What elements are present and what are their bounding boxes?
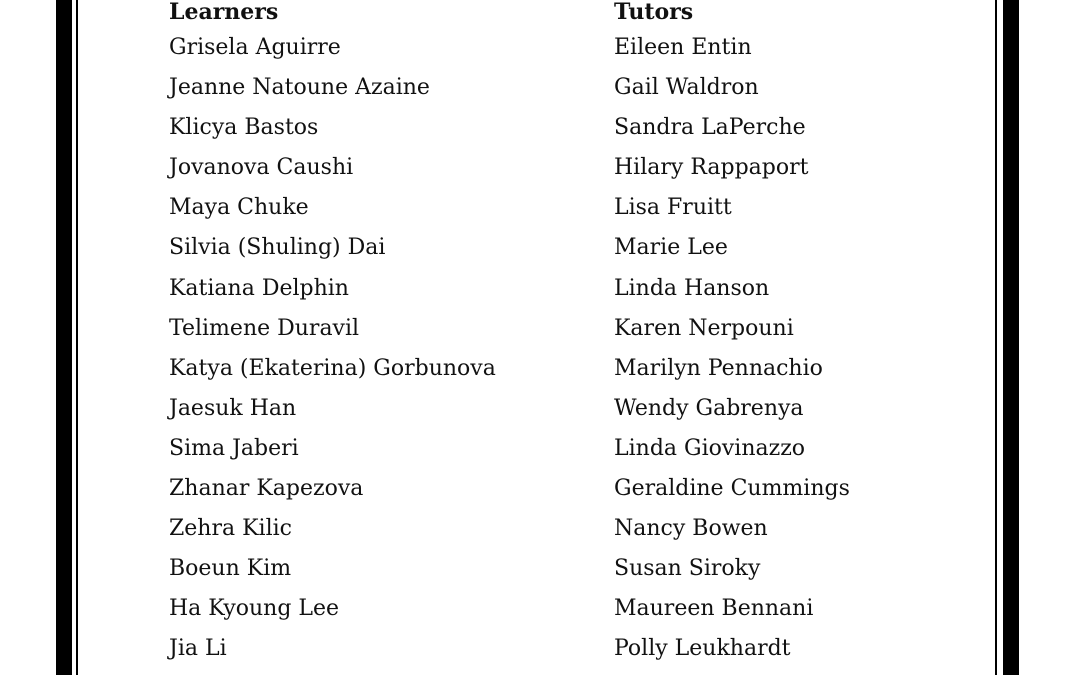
learner-name: Maya Chuke	[169, 195, 309, 221]
tutor-name: Hilary Rappaport	[614, 155, 809, 181]
tutors-heading: Tutors	[614, 0, 694, 25]
tutors-column	[614, 0, 850, 670]
tutor-name: Maureen Bennani	[614, 596, 814, 622]
learner-name: Katya (Ekaterina) Gorbunova	[169, 355, 496, 381]
learner-name: Jovanova Caushi	[169, 155, 354, 181]
learner-name: Katiana Delphin	[169, 275, 349, 301]
tutor-name: Susan Siroky	[614, 556, 761, 582]
learner-name: Ha Kyoung Lee	[169, 596, 340, 622]
tutor-name: Polly Leukhardt	[614, 636, 791, 662]
tutor-name: Linda Hanson	[614, 275, 770, 301]
learner-name: Boeun Kim	[169, 556, 292, 582]
learner-name: Zehra Kilic	[169, 516, 292, 542]
tutor-name: Nancy Bowen	[614, 516, 768, 542]
left-outer-border	[56, 0, 72, 675]
tutor-name: Geraldine Cummings	[614, 476, 850, 502]
tutor-name: Gail Waldron	[614, 75, 759, 101]
learner-name: Silvia (Shuling) Dai	[169, 235, 386, 261]
learner-name: Grisela Aguirre	[169, 35, 341, 60]
tutor-name: Eileen Entin	[614, 35, 752, 60]
learner-name: Jeanne Natoune Azaine	[169, 75, 430, 101]
left-inner-border	[76, 0, 78, 675]
learner-name: Sima Jaberi	[169, 435, 299, 461]
learner-name: Zhanar Kapezova	[169, 476, 364, 502]
right-inner-border	[995, 0, 997, 675]
learner-name: Klicya Bastos	[169, 115, 319, 141]
learner-name: Jaesuk Han	[169, 395, 297, 421]
learners-column	[169, 0, 496, 670]
learner-name: Jia Li	[169, 636, 227, 662]
learner-name: Telimene Duravil	[169, 315, 360, 341]
right-outer-border	[1003, 0, 1019, 675]
tutor-name: Lisa Fruitt	[614, 195, 732, 221]
tutor-name: Marie Lee	[614, 235, 728, 261]
tutor-name: Wendy Gabrenya	[614, 395, 804, 421]
tutor-name: Karen Nerpouni	[614, 315, 794, 341]
tutor-name: Linda Giovinazzo	[614, 435, 806, 461]
learners-heading: Learners	[169, 0, 279, 25]
tutor-name: Sandra LaPerche	[614, 115, 806, 141]
tutor-name: Marilyn Pennachio	[614, 355, 823, 381]
